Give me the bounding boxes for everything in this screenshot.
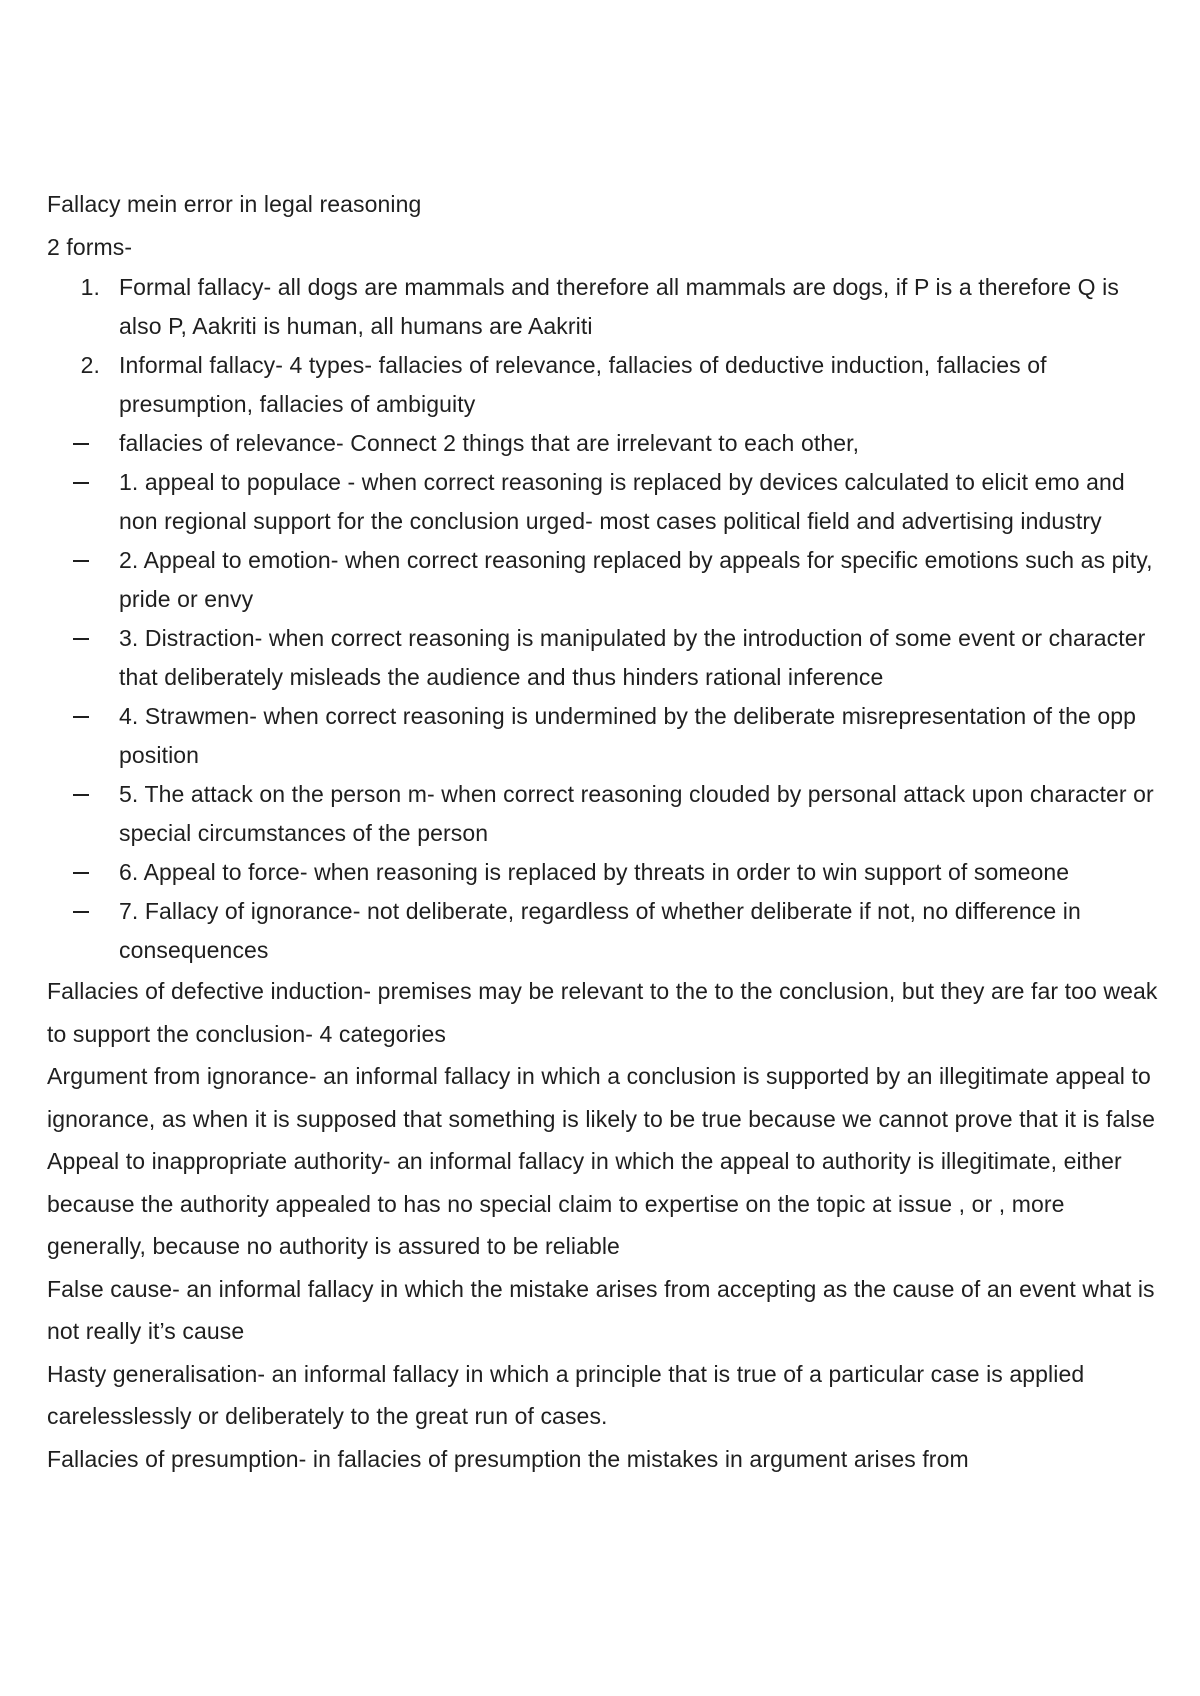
list-item	[47, 697, 1167, 775]
list-item-text: 2. Appeal to emotion- when correct reasoning replaced by appeals for specific emotions such as pity, pride or envy	[119, 547, 1153, 612]
document-heading: Fallacy mein error in legal reasoning	[47, 191, 422, 217]
dash-bullet-icon	[73, 443, 89, 445]
dash-bullet-icon	[73, 638, 89, 640]
paragraph-hasty-generalisation: Hasty generalisation- an informal fallacy in which a principle that is true of a particular case is applied carelesslessly or deliberately to the great run of cases.	[47, 1360, 1085, 1429]
forms-list	[47, 268, 1167, 424]
dash-bullet-icon	[73, 794, 89, 796]
dash-bullet-icon	[73, 560, 89, 562]
list-item	[47, 463, 1167, 541]
list-number: 2.	[80, 352, 100, 378]
paragraph-argument-from-ignorance: Argument from ignorance- an informal fallacy in which a conclusion is supported by an illegitimate appeal to ignorance, as when it is supposed that something is likely to be true because we cannot prove that it is false	[47, 1063, 1155, 1132]
list-item	[47, 268, 1167, 346]
list-item	[47, 892, 1167, 970]
paragraph-false-cause: False cause- an informal fallacy in which the mistake arises from accepting as the cause of an event what is not really it’s cause	[47, 1275, 1155, 1344]
forms-label: 2 forms-	[47, 233, 133, 260]
list-item-text: fallacies of relevance- Connect 2 things that are irrelevant to each other,	[119, 430, 860, 456]
list-item	[47, 853, 1167, 892]
list-item-text: 1. appeal to populace - when correct reasoning is replaced by devices calculated to elicit emo and non regional support for the conclusion urged- most cases political field and advertising industry	[119, 469, 1125, 534]
list-item-text: Formal fallacy- all dogs are mammals and therefore all mammals are dogs, if P is a therefore Q is also P, Aakriti is human, all humans are Aakriti	[119, 274, 1119, 339]
paragraph-presumption: Fallacies of presumption- in fallacies of presumption the mistakes in argument arises from	[47, 1445, 969, 1472]
dash-bullet-icon	[73, 911, 89, 913]
dash-bullet-icon	[73, 482, 89, 484]
list-number: 1.	[80, 274, 100, 300]
list-item	[47, 541, 1167, 619]
list-item-text: 3. Distraction- when correct reasoning is manipulated by the introduction of some event or character that deliberately misleads the audience and thus hinders rational inference	[119, 625, 1146, 690]
dash-bullet-icon	[73, 716, 89, 718]
list-item	[47, 424, 1167, 463]
list-item-text: 7. Fallacy of ignorance- not deliberate, regardless of whether deliberate if not, no difference in consequences	[119, 898, 1081, 963]
paragraph-defective-induction: Fallacies of defective induction- premises may be relevant to the to the conclusion, but they are far too weak to support the conclusion- 4 categories	[47, 978, 1158, 1047]
paragraph-inappropriate-authority: Appeal to inappropriate authority- an informal fallacy in which the appeal to authority is illegitimate, either because the authority appealed to has no special claim to expertise on the topic at issue , or , more generally, because no authority is assured to be reliable	[47, 1148, 1122, 1259]
list-item-text: 4. Strawmen- when correct reasoning is undermined by the deliberate misrepresentation of the opp position	[119, 703, 1137, 768]
list-item	[47, 775, 1167, 853]
document-body	[47, 183, 1167, 1480]
list-item	[47, 619, 1167, 697]
dash-bullet-icon	[73, 872, 89, 874]
list-item	[47, 346, 1167, 424]
list-item-text: 5. The attack on the person m- when correct reasoning clouded by personal attack upon character or special circumstances of the person	[119, 781, 1154, 846]
relevance-list	[47, 424, 1167, 970]
list-item-text: Informal fallacy- 4 types- fallacies of relevance, fallacies of deductive induction, fallacies of presumption, fallacies of ambiguity	[119, 352, 1047, 417]
list-item-text: 6. Appeal to force- when reasoning is replaced by threats in order to win support of someone	[119, 859, 1070, 885]
